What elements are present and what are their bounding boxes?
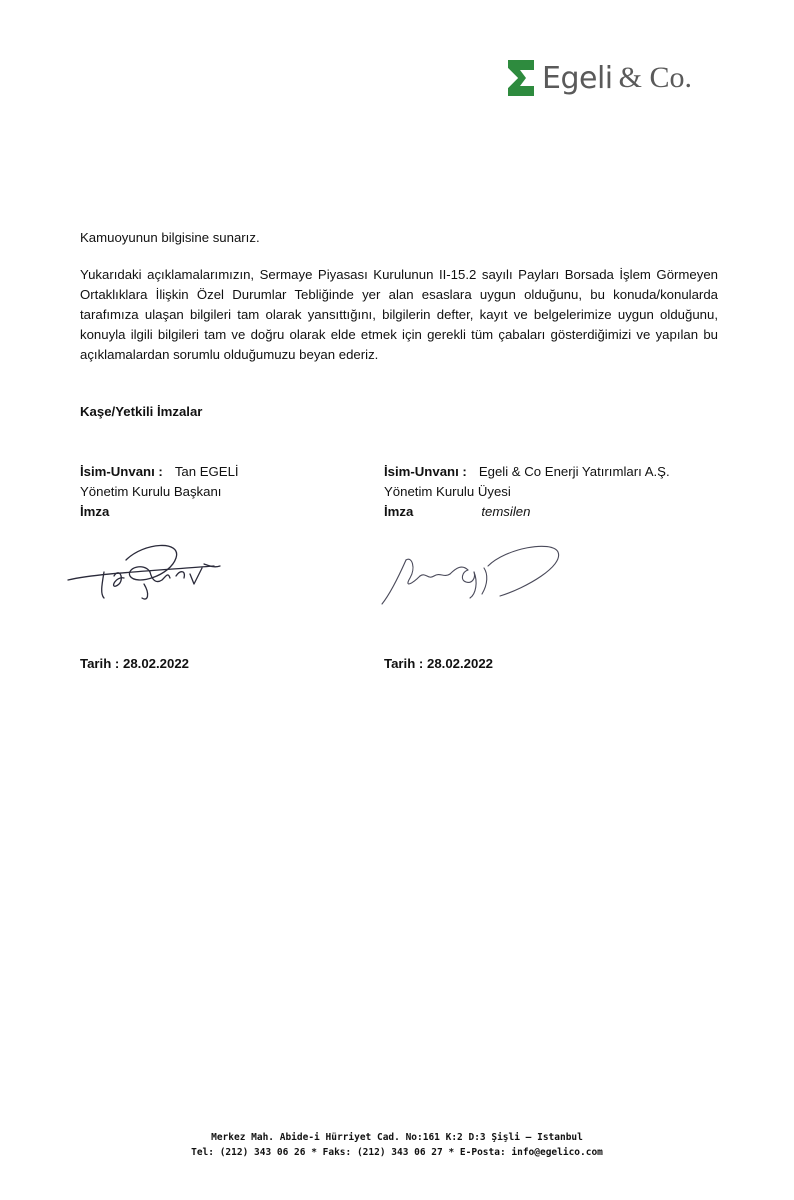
signature-label: İmza xyxy=(384,504,414,519)
signature-label-row xyxy=(384,502,670,522)
signatory-name-row xyxy=(384,462,670,482)
signatory-right xyxy=(384,462,670,522)
signature-label: İmza xyxy=(80,504,110,519)
signatory-name: Tan EGELİ xyxy=(174,464,239,479)
intro-text: Kamuoyunun bilgisine sunarız. xyxy=(80,230,260,245)
signatory-title: Yönetim Kurulu Başkanı xyxy=(80,484,222,499)
signatory-name: Egeli & Co Enerji Yatırımları A.Ş. xyxy=(478,464,670,479)
footer-address: Merkez Mah. Abide-i Hürriyet Cad. No:161 K:2 D:3 Şişli – Istanbul xyxy=(211,1132,583,1143)
signature-note: temsilen xyxy=(481,504,531,519)
signature-label-row xyxy=(80,502,239,522)
logo-wordmark: Egeli xyxy=(542,60,613,96)
company-logo xyxy=(506,52,732,104)
declaration-paragraph: Yukarıdaki açıklamalarımızın, Sermaye Piyasası Kurulunun II-15.2 sayılı Payları Borsada İşlem Görmeyen Ortaklıklara İlişkin Özel Durumlar Tebliğinde yer alan esaslara uygun olduğunu, bu konuda/konularda tarafımıza ulaşan bilgileri tam olarak yansıttığını, bilgilerin defter, kayıt ve belgelerimize uygun olduğunu, konuyla ilgili bilgileri tam ve doğru olarak elde etmek için gerekli tüm çabaları gösterdiğimizi ve yapılan bu açıklamalardan sorumlu olduğumuzu beyan ederiz. xyxy=(80,267,718,362)
name-label: İsim-Unvanı : xyxy=(80,464,163,479)
handwritten-signature-right xyxy=(376,538,566,610)
name-label: İsim-Unvanı : xyxy=(384,464,467,479)
logo-amp: & Co. xyxy=(618,61,692,94)
date-left: Tarih : 28.02.2022 xyxy=(80,656,189,671)
signatory-name-row xyxy=(80,462,239,482)
signatory-title: Yönetim Kurulu Üyesi xyxy=(384,484,511,499)
signatures-heading: Kaşe/Yetkili İmzalar xyxy=(80,404,203,419)
date-right: Tarih : 28.02.2022 xyxy=(384,656,493,671)
signatory-left xyxy=(80,462,239,522)
handwritten-signature-left xyxy=(64,536,224,608)
logo-mark-icon xyxy=(506,56,536,100)
footer-contact: Tel: (212) 343 06 26 * Faks: (212) 343 06 27 * E-Posta: info@egelico.com xyxy=(191,1147,603,1158)
